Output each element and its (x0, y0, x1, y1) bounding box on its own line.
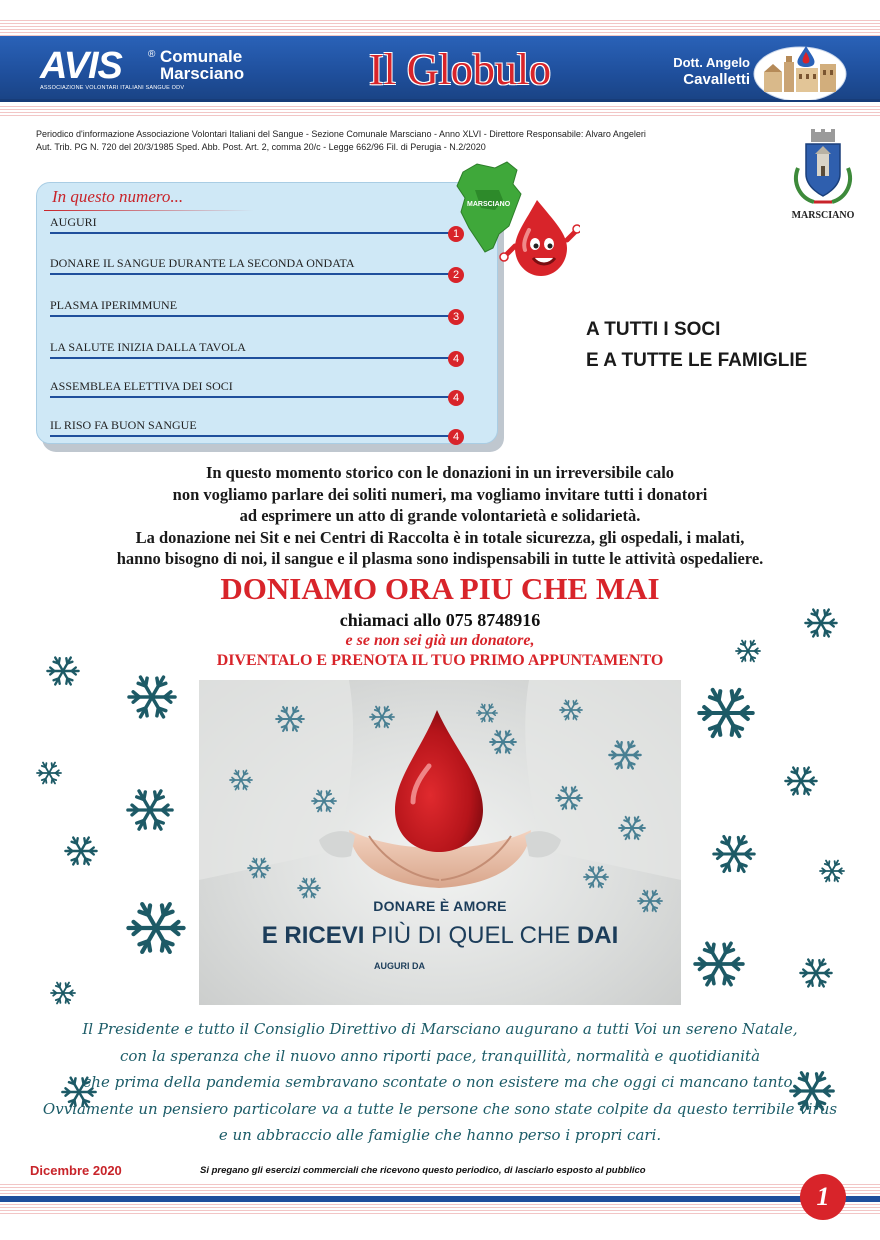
snowflake-icon (784, 764, 818, 803)
avis-logo-subtitle: ASSOCIAZIONE VOLONTARI ITALIANI SANGUE ODV (40, 85, 185, 91)
snowflake-icon (46, 654, 80, 693)
section-name-line2: Marsciano (160, 64, 245, 83)
contents-item-rule (50, 396, 450, 398)
message-line: Il Presidente e tutto il Consiglio Direttivo di Marsciano augurano a tutti Voi un sereno Natale, (82, 1020, 798, 1038)
dedication-line2: Cavalletti (683, 71, 750, 88)
photo-caption-part: E RICEVI (261, 922, 365, 949)
snowflake-icon (819, 858, 845, 889)
message-line: e un abbraccio alle famiglie che hanno perso i propri cari. (218, 1126, 662, 1144)
footer-stripes-bottom (0, 1202, 880, 1214)
contents-item-page: 2 (448, 267, 464, 283)
contents-item-rule (50, 315, 450, 317)
header-bottom-stripes (0, 104, 880, 118)
page-number: 1 (800, 1174, 846, 1220)
contents-item-label: DONARE IL SANGUE DURANTE LA SECONDA ONDATA (50, 256, 355, 270)
cta-action: DIVENTALO E PRENOTA IL TUO PRIMO APPUNTAMENTO (216, 652, 664, 669)
snowflake-icon (127, 672, 177, 727)
message-line: con la speranza che il nuovo anno riporti pace, tranquillità, normalità e quotidianità (119, 1046, 761, 1065)
contents-item[interactable] (50, 415, 480, 443)
section-name-line1: Comunale (160, 47, 243, 66)
contents-item-page: 4 (448, 390, 464, 406)
snowflake-icon (799, 956, 833, 995)
appeal-text (40, 462, 840, 570)
snowflake-icon (64, 834, 98, 873)
dedication (650, 56, 750, 90)
contents-item[interactable] (50, 253, 480, 281)
greeting (586, 314, 807, 376)
contents-item[interactable] (50, 376, 480, 404)
contents-item-label: IL RISO FA BUON SANGUE (50, 418, 197, 432)
christmas-message (40, 1016, 840, 1149)
photo-caption-part: DAI (576, 922, 619, 949)
contents-item[interactable] (50, 212, 480, 240)
avis-logo (40, 45, 185, 93)
contents-title: In questo numero... (52, 187, 184, 206)
coat-of-arms-icon (788, 128, 858, 208)
contents-item-label: LA SALUTE INIZIA DALLA TAVOLA (50, 340, 246, 354)
snowflake-icon (735, 638, 761, 669)
footer-stripes (0, 1182, 880, 1196)
message-line: che prima della pandemia sembravano scontate o non esistere ma che oggi ci mancano tanto. (82, 1073, 798, 1091)
contents-item-rule (50, 232, 450, 234)
photo-caption-line2 (199, 922, 681, 950)
publication-info (36, 128, 756, 154)
photo-caption-line3: AUGURI DA (374, 961, 425, 971)
greeting-line1: A TUTTI I SOCI (586, 319, 721, 340)
map-label: MARSCIANO (467, 201, 511, 208)
snowflake-icon (126, 786, 174, 839)
contents-item-label: AUGURI (50, 215, 97, 229)
section-name (160, 48, 244, 82)
contents-title-underline (44, 210, 254, 211)
photo-caption-part: PIÙ DI QUEL CHE (364, 922, 577, 949)
appeal-line: ad esprimere un atto di grande volontarietà e solidarietà. (239, 506, 641, 525)
snowflake-icon (804, 606, 838, 645)
contents-item-label: PLASMA IPERIMMUNE (50, 298, 178, 312)
donation-photo (199, 680, 681, 1005)
snowflake-icon (61, 1074, 97, 1115)
contents-item-page: 4 (448, 429, 464, 445)
appeal-line: La donazione nei Sit e nei Centri di Raccolta è in totale sicurezza, gli ospedali, i malati, (135, 527, 745, 547)
footer-note: Si pregano gli esercizi commerciali che ricevono questo periodico, di lasciarlo esposto al pubblico (200, 1165, 646, 1176)
blood-drop-icon (395, 710, 483, 852)
snowflake-icon (697, 684, 755, 747)
coat-of-arms-label: MARSCIANO (791, 210, 855, 221)
contents-item-rule (50, 435, 450, 437)
photo-caption-line1: DONARE È AMORE (373, 898, 507, 914)
issue-date: Dicembre 2020 (30, 1163, 122, 1178)
appeal-line: In questo momento storico con le donazioni in un irreversibile calo (205, 463, 675, 482)
message-line: Ovviamente un pensiero particolare va a tutte le persone che sono state colpite da questo terribile virus (42, 1099, 838, 1118)
publication-info-line2: Aut. Trib. PG N. 720 del 20/3/1985 Sped. Abb. Post. Art. 2, comma 20/c - Legge 662/96 Fil. di Perugia - N.2/2020 (36, 142, 486, 152)
dedication-line1: Dott. Angelo (673, 55, 750, 70)
contents-item-label: ASSEMBLEA ELETTIVA DEI SOCI (50, 379, 233, 393)
snowflake-icon (126, 898, 186, 963)
avis-logo-text: AVIS (40, 45, 122, 87)
appeal-line: hanno bisogno di noi, il sangue e il plasma sono indispensabili in tutte le attività ospedaliere. (116, 549, 764, 568)
avis-registered-mark: ® (148, 49, 156, 60)
appeal-line: non vogliamo parlare dei soliti numeri, ma vogliamo invitare tutti i donatori (172, 484, 708, 504)
publication-info-line1: Periodico d'informazione Associazione Volontari Italiani del Sangue - Sezione Comunale Marsciano - Anno XLVI - Direttore Responsabile: Alvaro Angeleri (36, 129, 646, 139)
contents-item-rule (50, 357, 450, 359)
cta-subline: e se non sei già un donatore, (345, 632, 535, 649)
greeting-line2: E A TUTTE LE FAMIGLIE (586, 350, 808, 371)
snowflake-icon (36, 760, 62, 791)
map-icon (455, 160, 580, 290)
contents-item-page: 1 (448, 226, 464, 242)
town-icon (752, 42, 848, 100)
cta-phone: chiamaci allo 075 8748916 (339, 610, 541, 630)
header-top-stripes (0, 18, 880, 36)
contents-item-page: 4 (448, 351, 464, 367)
contents-item[interactable] (50, 337, 480, 365)
snowflake-icon (712, 832, 756, 881)
contents-item-rule (50, 273, 450, 275)
snowflake-icon (693, 938, 745, 995)
contents-item-page: 3 (448, 309, 464, 325)
masthead-title: Il Globulo (368, 45, 552, 94)
cta-headline: DONIAMO ORA PIU CHE MAI (220, 571, 660, 606)
snowflake-icon (789, 1068, 835, 1119)
snowflake-icon (50, 980, 76, 1011)
contents-item[interactable] (50, 295, 480, 323)
